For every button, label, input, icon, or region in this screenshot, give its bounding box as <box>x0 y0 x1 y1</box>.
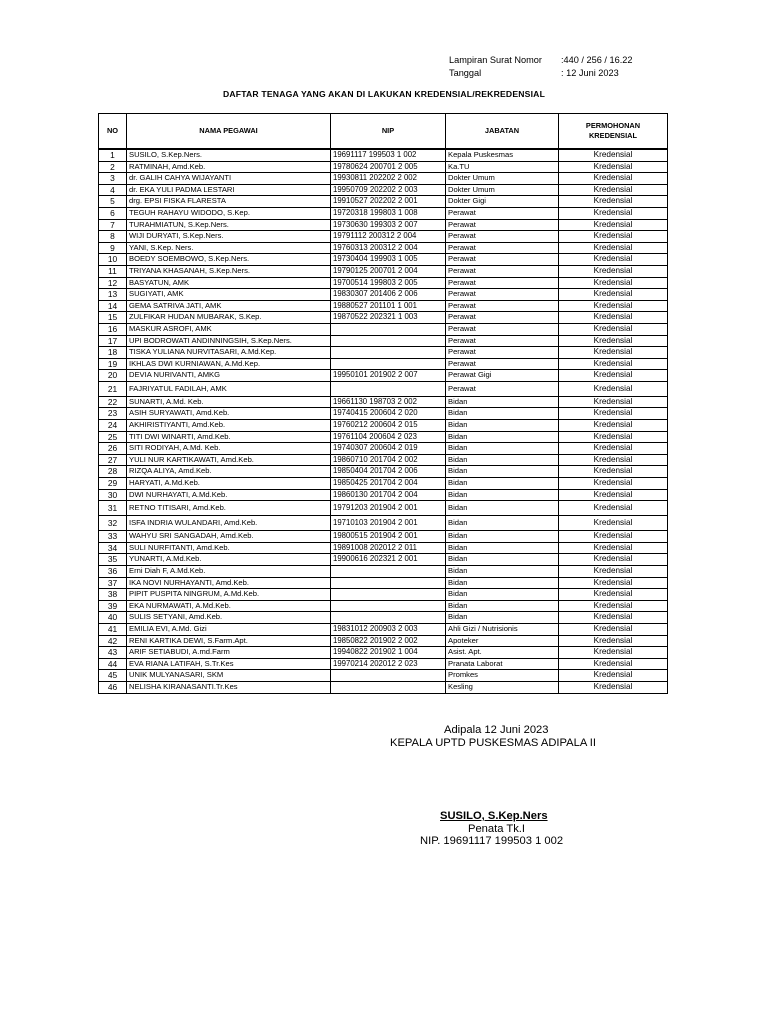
table-row <box>99 289 668 301</box>
cell-jabatan: Asist. Apt. <box>446 647 559 659</box>
cell-nip: 19661130 198703 2 002 <box>331 396 446 408</box>
cell-nama-pegawai: Erni Diah F, A.Md.Keb. <box>127 566 331 578</box>
column-header-no: NO <box>99 114 127 150</box>
cell-nama-pegawai: GEMA SATRIVA JATI, AMK <box>127 300 331 312</box>
table-row <box>99 681 668 693</box>
cell-nip: 19790125 200701 2 004 <box>331 265 446 277</box>
cell-nip: 19791112 200312 2 004 <box>331 231 446 243</box>
cell-nip: 19760313 200312 2 004 <box>331 242 446 254</box>
cell-jabatan: Bidan <box>446 420 559 432</box>
cell-jabatan: Bidan <box>446 454 559 466</box>
cell-nip: 19870522 202321 1 003 <box>331 312 446 324</box>
cell-nip: 19900616 202321 2 001 <box>331 554 446 566</box>
table-row <box>99 358 668 370</box>
table-row <box>99 408 668 420</box>
cell-jabatan: Perawat <box>446 323 559 335</box>
cell-nama-pegawai: SULIS SETYANI, Amd.Keb. <box>127 612 331 624</box>
cell-nama-pegawai: FAJRIYATUL FADILAH, AMK <box>127 381 331 396</box>
cell-no: 3 <box>99 173 127 185</box>
cell-no: 37 <box>99 577 127 589</box>
cell-nip: 19850822 201902 2 002 <box>331 635 446 647</box>
lampiran-value: :440 / 256 / 16.22 <box>561 55 633 65</box>
cell-nama-pegawai: BOEDY SOEMBOWO, S.Kep.Ners. <box>127 254 331 266</box>
cell-nama-pegawai: BASYATUN, AMK <box>127 277 331 289</box>
cell-nama-pegawai: RIZQA ALIYA, Amd.Keb. <box>127 466 331 478</box>
cell-permohonan: Kredensial <box>559 542 668 554</box>
cell-nama-pegawai: ZULFIKAR HUDAN MUBARAK, S.Kep. <box>127 312 331 324</box>
cell-nip: 19830307 201406 2 006 <box>331 289 446 301</box>
cell-no: 45 <box>99 670 127 682</box>
cell-permohonan: Kredensial <box>559 277 668 289</box>
cell-permohonan: Kredensial <box>559 242 668 254</box>
table-row <box>99 254 668 266</box>
cell-nip <box>331 577 446 589</box>
cell-no: 7 <box>99 219 127 231</box>
table-row <box>99 242 668 254</box>
table-row <box>99 161 668 173</box>
cell-no: 5 <box>99 196 127 208</box>
cell-nama-pegawai: IKA NOVI NURHAYANTI, Amd.Keb. <box>127 577 331 589</box>
cell-nama-pegawai: MASKUR ASROFI, AMK <box>127 323 331 335</box>
cell-no: 39 <box>99 600 127 612</box>
cell-no: 31 <box>99 501 127 516</box>
cell-jabatan: Perawat <box>446 207 559 219</box>
table-row <box>99 454 668 466</box>
cell-jabatan: Bidan <box>446 531 559 543</box>
cell-no: 22 <box>99 396 127 408</box>
cell-nip <box>331 347 446 359</box>
cell-nama-pegawai: RETNO TITISARI, Amd.Keb. <box>127 501 331 516</box>
cell-nama-pegawai: ASIH SURYAWATI, Amd.Keb. <box>127 408 331 420</box>
cell-nama-pegawai: ISFA INDRIA WULANDARI, Amd.Keb. <box>127 516 331 531</box>
cell-nip: 19700514 199803 2 005 <box>331 277 446 289</box>
cell-no: 36 <box>99 566 127 578</box>
tanggal-value: : 12 Juni 2023 <box>561 68 619 78</box>
cell-permohonan: Kredensial <box>559 501 668 516</box>
table-row <box>99 173 668 185</box>
cell-jabatan: Bidan <box>446 408 559 420</box>
table-row <box>99 231 668 243</box>
cell-jabatan: Bidan <box>446 612 559 624</box>
cell-nama-pegawai: YUNARTI, A.Md.Keb. <box>127 554 331 566</box>
cell-permohonan: Kredensial <box>559 184 668 196</box>
table-row <box>99 265 668 277</box>
cell-no: 4 <box>99 184 127 196</box>
table-row <box>99 443 668 455</box>
table-row <box>99 635 668 647</box>
table-row <box>99 300 668 312</box>
cell-nama-pegawai: dr. GALIH CAHYA WIJAYANTI <box>127 173 331 185</box>
cell-permohonan: Kredensial <box>559 577 668 589</box>
cell-jabatan: Ahli Gizi / Nutrisionis <box>446 623 559 635</box>
signatory-rank: Penata Tk.I <box>468 823 526 835</box>
table-row <box>99 312 668 324</box>
signature-office: KEPALA UPTD PUSKESMAS ADIPALA II <box>390 737 597 749</box>
table-row <box>99 149 668 161</box>
cell-no: 27 <box>99 454 127 466</box>
cell-permohonan: Kredensial <box>559 300 668 312</box>
cell-permohonan: Kredensial <box>559 566 668 578</box>
cell-nip: 19720318 199803 1 008 <box>331 207 446 219</box>
signatory-name: SUSILO, S.Kep.Ners <box>440 810 548 822</box>
cell-nama-pegawai: SUNARTI, A.Md. Keb. <box>127 396 331 408</box>
cell-nip <box>331 612 446 624</box>
cell-permohonan: Kredensial <box>559 623 668 635</box>
cell-permohonan: Kredensial <box>559 335 668 347</box>
cell-nama-pegawai: EMILIA EVI, A.Md. Gizi <box>127 623 331 635</box>
cell-nama-pegawai: EKA NURMAWATI, A.Md.Keb. <box>127 600 331 612</box>
table-row <box>99 647 668 659</box>
cell-jabatan: Bidan <box>446 478 559 490</box>
cell-nip: 19850404 201704 2 006 <box>331 466 446 478</box>
table-row <box>99 335 668 347</box>
cell-permohonan: Kredensial <box>559 658 668 670</box>
cell-no: 24 <box>99 420 127 432</box>
cell-jabatan: Perawat <box>446 347 559 359</box>
cell-permohonan: Kredensial <box>559 589 668 601</box>
letter-reference <box>449 54 633 80</box>
cell-permohonan: Kredensial <box>559 681 668 693</box>
cell-nip: 19910527 202202 2 001 <box>331 196 446 208</box>
cell-no: 6 <box>99 207 127 219</box>
cell-jabatan: Bidan <box>446 577 559 589</box>
cell-no: 41 <box>99 623 127 635</box>
cell-jabatan: Dokter Gigi <box>446 196 559 208</box>
cell-no: 2 <box>99 161 127 173</box>
cell-permohonan: Kredensial <box>559 207 668 219</box>
cell-jabatan: Apoteker <box>446 635 559 647</box>
cell-permohonan: Kredensial <box>559 612 668 624</box>
cell-nip: 19850425 201704 2 004 <box>331 478 446 490</box>
cell-no: 16 <box>99 323 127 335</box>
cell-no: 19 <box>99 358 127 370</box>
cell-nip <box>331 670 446 682</box>
cell-nip <box>331 589 446 601</box>
cell-jabatan: Perawat <box>446 358 559 370</box>
table-row <box>99 370 668 382</box>
table-row <box>99 623 668 635</box>
table-row <box>99 566 668 578</box>
cell-no: 14 <box>99 300 127 312</box>
cell-no: 15 <box>99 312 127 324</box>
cell-jabatan: Perawat <box>446 312 559 324</box>
cell-no: 35 <box>99 554 127 566</box>
cell-nip: 19800515 201904 2 001 <box>331 531 446 543</box>
cell-jabatan: Bidan <box>446 466 559 478</box>
cell-permohonan: Kredensial <box>559 381 668 396</box>
cell-jabatan: Perawat Gigi <box>446 370 559 382</box>
table-row <box>99 478 668 490</box>
cell-permohonan: Kredensial <box>559 635 668 647</box>
cell-nama-pegawai: drg. EPSI FISKA FLARESTA <box>127 196 331 208</box>
cell-no: 13 <box>99 289 127 301</box>
cell-nip: 19760212 200604 2 015 <box>331 420 446 432</box>
cell-nama-pegawai: SUGIYATI, AMK <box>127 289 331 301</box>
cell-jabatan: Perawat <box>446 381 559 396</box>
cell-nama-pegawai: UPI BODROWATI ANDINNINGSIH, S.Kep.Ners. <box>127 335 331 347</box>
header-row <box>99 114 668 150</box>
tanggal-label: Tanggal <box>449 68 482 78</box>
table-row <box>99 196 668 208</box>
cell-no: 1 <box>99 149 127 161</box>
cell-no: 23 <box>99 408 127 420</box>
cell-permohonan: Kredensial <box>559 516 668 531</box>
cell-permohonan: Kredensial <box>559 443 668 455</box>
table-header <box>99 114 668 150</box>
cell-jabatan: Bidan <box>446 396 559 408</box>
cell-jabatan: Perawat <box>446 242 559 254</box>
cell-nip: 19740415 200604 2 020 <box>331 408 446 420</box>
cell-nama-pegawai: YANI, S.Kep. Ners. <box>127 242 331 254</box>
cell-permohonan: Kredensial <box>559 670 668 682</box>
cell-nip <box>331 566 446 578</box>
table-row <box>99 323 668 335</box>
cell-nip: 19740307 200604 2 019 <box>331 443 446 455</box>
document-title: DAFTAR TENAGA YANG AKAN DI LAKUKAN KREDENSIAL/REKREDENSIAL <box>222 89 546 99</box>
cell-no: 9 <box>99 242 127 254</box>
cell-no: 21 <box>99 381 127 396</box>
table-row <box>99 658 668 670</box>
cell-nip: 19831012 200903 2 003 <box>331 623 446 635</box>
cell-nip <box>331 381 446 396</box>
cell-nama-pegawai: ARIF SETIABUDI, A.md.Farm <box>127 647 331 659</box>
cell-permohonan: Kredensial <box>559 323 668 335</box>
table-row <box>99 542 668 554</box>
cell-nama-pegawai: IKHLAS DWI KURNIAWAN, A.Md.Kep. <box>127 358 331 370</box>
cell-jabatan: Perawat <box>446 277 559 289</box>
cell-no: 26 <box>99 443 127 455</box>
cell-jabatan: Promkes <box>446 670 559 682</box>
table-row <box>99 184 668 196</box>
cell-jabatan: Bidan <box>446 516 559 531</box>
table-row <box>99 277 668 289</box>
cell-permohonan: Kredensial <box>559 149 668 161</box>
table-row <box>99 219 668 231</box>
cell-jabatan: Bidan <box>446 566 559 578</box>
cell-permohonan: Kredensial <box>559 600 668 612</box>
column-header-permohonan: PERMOHONAN KREDENSIAL <box>559 114 668 150</box>
cell-nip: 19761104 200604 2 023 <box>331 431 446 443</box>
cell-jabatan: Perawat <box>446 219 559 231</box>
cell-no: 11 <box>99 265 127 277</box>
cell-permohonan: Kredensial <box>559 219 668 231</box>
cell-nip: 19950101 201902 2 007 <box>331 370 446 382</box>
cell-permohonan: Kredensial <box>559 647 668 659</box>
table-row <box>99 489 668 501</box>
cell-no: 44 <box>99 658 127 670</box>
table-row <box>99 347 668 359</box>
cell-nip: 19730404 199903 1 005 <box>331 254 446 266</box>
cell-jabatan: Perawat <box>446 265 559 277</box>
signature-date: Adipala 12 Juni 2023 <box>444 724 549 736</box>
cell-nama-pegawai: TEGUH RAHAYU WIDODO, S.Kep. <box>127 207 331 219</box>
cell-jabatan: Bidan <box>446 542 559 554</box>
table-row <box>99 501 668 516</box>
cell-permohonan: Kredensial <box>559 396 668 408</box>
cell-nip: 19860130 201704 2 004 <box>331 489 446 501</box>
cell-nip: 19791203 201904 2 001 <box>331 501 446 516</box>
cell-jabatan: Bidan <box>446 501 559 516</box>
table-row <box>99 577 668 589</box>
cell-nip <box>331 335 446 347</box>
cell-no: 34 <box>99 542 127 554</box>
cell-nip: 19730630 199303 2 007 <box>331 219 446 231</box>
cell-permohonan: Kredensial <box>559 358 668 370</box>
cell-jabatan: Bidan <box>446 589 559 601</box>
cell-jabatan: Ka.TU <box>446 161 559 173</box>
cell-nama-pegawai: dr. EKA YULI PADMA LESTARI <box>127 184 331 196</box>
cell-nip: 19780624 200701 2 005 <box>331 161 446 173</box>
cell-nama-pegawai: UNIK MULYANASARI, SKM <box>127 670 331 682</box>
cell-permohonan: Kredensial <box>559 161 668 173</box>
cell-no: 43 <box>99 647 127 659</box>
table-row <box>99 207 668 219</box>
cell-jabatan: Perawat <box>446 254 559 266</box>
cell-nip: 19691117 199503 1 002 <box>331 149 446 161</box>
cell-nip: 19860710 201704 2 002 <box>331 454 446 466</box>
cell-permohonan: Kredensial <box>559 196 668 208</box>
table-row <box>99 612 668 624</box>
cell-nip: 19880527 201101 1 001 <box>331 300 446 312</box>
table-row <box>99 531 668 543</box>
cell-nama-pegawai: SITI RODIYAH, A.Md. Keb. <box>127 443 331 455</box>
cell-permohonan: Kredensial <box>559 466 668 478</box>
cell-permohonan: Kredensial <box>559 531 668 543</box>
cell-nama-pegawai: DEVIA NURIVANTI, AMKG <box>127 370 331 382</box>
cell-permohonan: Kredensial <box>559 478 668 490</box>
cell-jabatan: Bidan <box>446 431 559 443</box>
cell-nama-pegawai: SULI NURFITANTI, Amd.Keb. <box>127 542 331 554</box>
tanggal-row <box>449 67 633 80</box>
table-row <box>99 554 668 566</box>
cell-nip <box>331 323 446 335</box>
cell-nama-pegawai: TISKA YULIANA NURVITASARI, A.Md.Kep. <box>127 347 331 359</box>
table-row <box>99 670 668 682</box>
cell-jabatan: Perawat <box>446 300 559 312</box>
cell-permohonan: Kredensial <box>559 289 668 301</box>
cell-permohonan: Kredensial <box>559 454 668 466</box>
table-row <box>99 600 668 612</box>
signatory-nip: NIP. 19691117 199503 1 002 <box>420 835 564 847</box>
cell-permohonan: Kredensial <box>559 489 668 501</box>
cell-nama-pegawai: TURAHMIATUN, S.Kep.Ners. <box>127 219 331 231</box>
table-row <box>99 589 668 601</box>
cell-nama-pegawai: DWI NURHAYATI, A.Md.Keb. <box>127 489 331 501</box>
cell-nip <box>331 600 446 612</box>
table-row <box>99 420 668 432</box>
cell-nama-pegawai: WAHYU SRI SANGADAH, Amd.Keb. <box>127 531 331 543</box>
cell-jabatan: Kepala Puskesmas <box>446 149 559 161</box>
cell-nama-pegawai: WIJI DURYATI, S.Kep.Ners. <box>127 231 331 243</box>
cell-jabatan: Perawat <box>446 231 559 243</box>
cell-no: 17 <box>99 335 127 347</box>
cell-nama-pegawai: AKHIRISTIYANTI, Amd.Keb. <box>127 420 331 432</box>
cell-no: 20 <box>99 370 127 382</box>
cell-nama-pegawai: PIPIT PUSPITA NINGRUM, A.Md.Keb. <box>127 589 331 601</box>
cell-no: 30 <box>99 489 127 501</box>
cell-nip: 19891008 202012 2 011 <box>331 542 446 554</box>
cell-jabatan: Dokter Umum <box>446 173 559 185</box>
cell-permohonan: Kredensial <box>559 554 668 566</box>
lampiran-row <box>449 54 633 67</box>
cell-jabatan: Pranata Laborat <box>446 658 559 670</box>
table-row <box>99 396 668 408</box>
table-body <box>99 149 668 693</box>
cell-no: 32 <box>99 516 127 531</box>
cell-no: 12 <box>99 277 127 289</box>
staff-table <box>98 113 668 694</box>
cell-jabatan: Bidan <box>446 600 559 612</box>
cell-permohonan: Kredensial <box>559 420 668 432</box>
cell-nip: 19970214 202012 2 023 <box>331 658 446 670</box>
cell-nip <box>331 681 446 693</box>
cell-no: 42 <box>99 635 127 647</box>
cell-permohonan: Kredensial <box>559 254 668 266</box>
cell-permohonan: Kredensial <box>559 431 668 443</box>
cell-nip: 19950709 202202 2 003 <box>331 184 446 196</box>
cell-jabatan: Dokter Umum <box>446 184 559 196</box>
cell-nip <box>331 358 446 370</box>
cell-nip: 19940822 201902 1 004 <box>331 647 446 659</box>
cell-permohonan: Kredensial <box>559 173 668 185</box>
cell-nama-pegawai: HARYATI, A.Md.Keb. <box>127 478 331 490</box>
column-header-jabatan: JABATAN <box>446 114 559 150</box>
cell-jabatan: Bidan <box>446 554 559 566</box>
lampiran-label: Lampiran Surat Nomor <box>449 55 542 65</box>
cell-jabatan: Bidan <box>446 489 559 501</box>
table-row <box>99 516 668 531</box>
cell-no: 29 <box>99 478 127 490</box>
cell-no: 10 <box>99 254 127 266</box>
cell-nama-pegawai: SUSILO, S.Kep.Ners. <box>127 149 331 161</box>
cell-nama-pegawai: YULI NUR KARTIKAWATI, Amd.Keb. <box>127 454 331 466</box>
cell-nip: 19710103 201904 2 001 <box>331 516 446 531</box>
cell-nama-pegawai: RATMINAH, Amd.Keb. <box>127 161 331 173</box>
cell-permohonan: Kredensial <box>559 347 668 359</box>
cell-nama-pegawai: TRIYANA KHASANAH, S.Kep.Ners. <box>127 265 331 277</box>
cell-no: 33 <box>99 531 127 543</box>
cell-nama-pegawai: TITI DWI WINARTI, Amd.Keb. <box>127 431 331 443</box>
cell-no: 28 <box>99 466 127 478</box>
cell-nama-pegawai: NELISHA KIRANASANTI.Tr.Kes <box>127 681 331 693</box>
table-row <box>99 381 668 396</box>
cell-nip: 19930811 202202 2 002 <box>331 173 446 185</box>
cell-no: 8 <box>99 231 127 243</box>
cell-permohonan: Kredensial <box>559 265 668 277</box>
cell-no: 40 <box>99 612 127 624</box>
column-header-nama: NAMA PEGAWAI <box>127 114 331 150</box>
cell-jabatan: Perawat <box>446 335 559 347</box>
table-row <box>99 431 668 443</box>
cell-no: 18 <box>99 347 127 359</box>
cell-no: 38 <box>99 589 127 601</box>
cell-nama-pegawai: RENI KARTIKA DEWI, S.Farm.Apt. <box>127 635 331 647</box>
cell-jabatan: Perawat <box>446 289 559 301</box>
cell-permohonan: Kredensial <box>559 312 668 324</box>
table-row <box>99 466 668 478</box>
cell-jabatan: Kesling <box>446 681 559 693</box>
cell-jabatan: Bidan <box>446 443 559 455</box>
cell-permohonan: Kredensial <box>559 370 668 382</box>
column-header-nip: NIP <box>331 114 446 150</box>
cell-no: 25 <box>99 431 127 443</box>
cell-permohonan: Kredensial <box>559 408 668 420</box>
cell-permohonan: Kredensial <box>559 231 668 243</box>
cell-no: 46 <box>99 681 127 693</box>
cell-nama-pegawai: EVA RIANA LATIFAH, S.Tr.Kes <box>127 658 331 670</box>
